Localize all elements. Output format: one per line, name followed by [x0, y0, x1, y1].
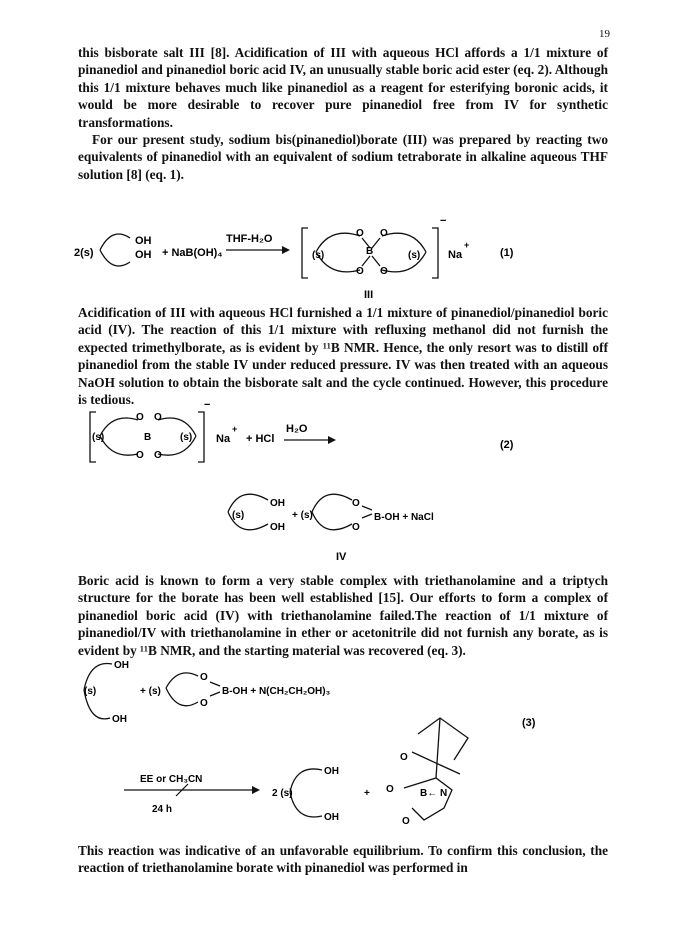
- eq1-reagent: + NaB(OH)₄: [162, 247, 223, 259]
- eq3-product-oh-bottom: OH: [324, 812, 339, 823]
- eq2-conditions: H₂O: [286, 423, 308, 435]
- eq2-anion-charge: −: [204, 399, 211, 411]
- eq2-product-oh-top: OH: [270, 498, 285, 509]
- paragraph-1: this bisborate salt III [8]. Acidification of III with aqueous HCl affords a 1/1 mixture of pinanediol and pinanediol boric acid IV, an unusually stable boric acid ester (eq. 2). Although this 1/1 mixture behaves much like pinanediol as a reagent for esterifying boronic acids, it would be more desirable to recover pure pinanediol free from IV for synthetic transformations.: [78, 45, 608, 130]
- eq2-product-s: (s): [232, 510, 245, 521]
- eq3-plus: +: [364, 788, 370, 799]
- eq3-time: 24 h: [152, 804, 173, 815]
- paragraph-5-block: [78, 842, 608, 877]
- eq3-number: (3): [522, 717, 536, 729]
- paragraph-5: This reaction was indicative of an unfavorable equilibrium. To confirm this conclusion, the reaction of triethanolamine borate with pinanediol was performed in: [78, 843, 608, 876]
- eq1-cation: Na: [448, 249, 463, 261]
- eq3-o-bottom: O: [402, 816, 410, 827]
- eq1-label: III: [364, 289, 374, 301]
- eq3-oh-bottom: OH: [112, 714, 127, 725]
- eq3-product-oh-top: OH: [324, 766, 339, 777]
- eq3-coefficient: 2 (s): [272, 788, 293, 799]
- eq3-arrowhead: [252, 786, 260, 794]
- eq2-s-right: (s): [180, 432, 193, 443]
- paragraph-4: Boric acid is known to form a very stable complex with triethanolamine and a triptych structure for the borate has been well established [15]. Our efforts to form a complex of pinanediol boric acid (IV) with triethanolamine failed.The reaction of 1/1 mixture of pinanediol/IV with triethanolamine in ether or acetonitrile did not furnish any borate, as is evident by ¹¹B NMR, and the starting material was recovered (eq. 3).: [78, 573, 608, 658]
- eq2-o-top: O: [352, 498, 360, 509]
- eq1-s-right: (s): [408, 250, 421, 261]
- eq3-o-left: O: [386, 784, 394, 795]
- eq3-o-top: O: [400, 752, 408, 763]
- eq2-cation-charge: +: [232, 424, 238, 434]
- eq1-conditions: THF-H₂O: [226, 233, 273, 245]
- eq2-o-top-left: O: [136, 412, 144, 423]
- eq3-o-top: O: [200, 672, 208, 683]
- eq1-anion-charge: −: [440, 215, 447, 227]
- eq3-product-diol: [290, 769, 322, 817]
- eq1-number: (1): [500, 247, 514, 259]
- eq2-reagent: + HCl: [246, 433, 275, 445]
- eq3-s: (s): [84, 686, 97, 697]
- eq3-reagent: B-OH + N(CH₂CH₂OH)₃: [222, 686, 331, 697]
- eq2-o-top-right: O: [154, 412, 162, 423]
- eq3-conditions: EE or CH₃CN: [140, 774, 203, 785]
- eq3-plus-s: + (s): [140, 686, 161, 697]
- eq1-oh-bottom: OH: [135, 249, 152, 261]
- eq2-boron: B: [144, 432, 152, 443]
- eq2-s-left: (s): [92, 432, 105, 443]
- eq2-o-bottom-left: O: [136, 450, 144, 461]
- eq2-label: IV: [336, 551, 347, 563]
- eq3-o-bottom: O: [200, 698, 208, 709]
- eq1-o-top-right: O: [380, 228, 388, 239]
- eq2-product: B-OH + NaCl: [374, 512, 434, 523]
- eq1-o-bottom-left: O: [356, 266, 364, 277]
- eq1-o-top-left: O: [356, 228, 364, 239]
- eq1-oh-top: OH: [135, 235, 152, 247]
- eq1-o-bottom-right: O: [380, 266, 388, 277]
- eq2-o-bottom-right: O: [154, 450, 162, 461]
- eq3-b-n: B← N: [420, 788, 448, 799]
- eq1-coefficient: 2(s): [74, 247, 94, 259]
- eq2-plus-s: + (s): [292, 510, 313, 521]
- paragraph-2: For our present study, sodium bis(pinanediol)borate (III) was prepared by reacting two equivalents of pinanediol with an equivalent of sodium tetraborate in alkaline aqueous THF solution [8] (eq. 1).: [78, 132, 608, 182]
- eq1-s-left: (s): [312, 250, 325, 261]
- eq2-cation: Na: [216, 433, 231, 445]
- eq3-triptych-borate: [404, 718, 468, 820]
- eq1-cation-charge: +: [464, 240, 470, 250]
- page-number: 19: [599, 28, 610, 40]
- eq2-number: (2): [500, 439, 514, 451]
- paragraph-3: Acidification of III with aqueous HCl furnished a 1/1 mixture of pinanediol/pinanediol boric acid (IV). The reaction of this 1/1 mixture with refluxing methanol did not furnish the expected trimethylborate, as is evident by ¹¹B NMR. Hence, the only resort was to distill off pinanediol from the stable IV under reduced pressure. IV was then treated with an aqueous NaOH solution to obtain the bisborate salt and the cycle continued. However, this procedure is tedious.: [78, 305, 608, 408]
- eq3-oh-top: OH: [114, 660, 129, 671]
- eq2-o-bottom: O: [352, 522, 360, 533]
- eq1-boron: B: [366, 246, 374, 257]
- eq2-product-oh-bottom: OH: [270, 522, 285, 533]
